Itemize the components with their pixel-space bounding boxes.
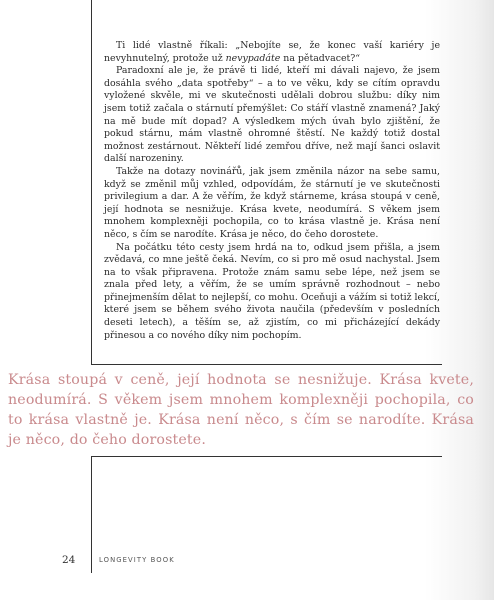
paragraph-3: Takže na dotazy novinářů, jak jsem změnila názor na sebe samu, když se změnil můj vzhled, odpovídám, že stárnutí je ve skutečnosti privilegium a dar. A že věřím, že když stárneme, krása stoupá v ceně, její hodnota se nesnižuje. Krása kvete, neodumírá. S věkem jsem mnohem komplexněji pochopila, co to krása vlastně je. Krása není něco, s čím se narodíte. Krása je něco, do čeho dorostete.	[104, 165, 440, 240]
page-number: 24	[62, 554, 76, 566]
paragraph-1-start: Ti lidé vlastně říkali: „Nebojíte se, že konec vaší kariéry je nevyhnutelný, protože už	[104, 40, 440, 64]
margin-rule-top	[91, 0, 92, 364]
paragraph-4: Na počátku této cesty jsem hrdá na to, odkud jsem přišla, a jsem zvědavá, co mne ještě čeká. Nevím, co si pro mě osud nachystal. Jsem na to však připravena. Protože znám samu sebe lépe, než jsem se znala před lety, a věřím, že se umím správně rozhodnout – nebo přinejmenším dělat to nejlepší, co mohu. Oceňuji a vážím si totiž lekcí, které jsem se během svého života naučila (především v posledních deseti letech), a těším se, až zjistím, co mi přicházející dekády přinesou a co nového díky nim pochopím.	[104, 241, 440, 341]
pull-quote-rule-bottom	[91, 456, 442, 457]
margin-rule-bottom	[91, 456, 92, 573]
pull-quote-rule-top	[91, 364, 442, 365]
paragraph-1-emphasis: nevypadáte	[225, 52, 281, 64]
paragraph-1-end: na pětadvacet?“	[280, 52, 361, 64]
paragraph-2: Paradoxní ale je, že právě ti lidé, kteří mi dávali najevo, že jsem dosáhla svého „data spotřeby“ – a to ve věku, kdy se cítím opravdu vyložené skvěle, mi ve skutečnosti udělali dobrou službu: díky nim jsem totiž začala o stárnutí přemýšlet: Co stáří vlastně znamená? Jaký na mě bude mít dopad? A výsledkem mých úvah bylo zjištění, že pokud stárnu, mám vlastně ohromné štěstí. Ne každý totiž dostal možnost zestárnout. Někteří lidé zemřou dříve, než mají šanci oslavit další narozeniny.	[104, 65, 440, 165]
body-text	[104, 40, 440, 342]
running-title: LONGEVITY BOOK	[99, 556, 175, 564]
paragraph-1	[104, 40, 440, 65]
pull-quote: Krása stoupá v ceně, její hodnota se nesnižuje. Krása kvete, neodumírá. S věkem jsem mnohem komplexněji pochopila, co to krása vlastně je. Krása není něco, s čím se narodíte. Krása je něco, do čeho dorostete.	[8, 372, 474, 448]
